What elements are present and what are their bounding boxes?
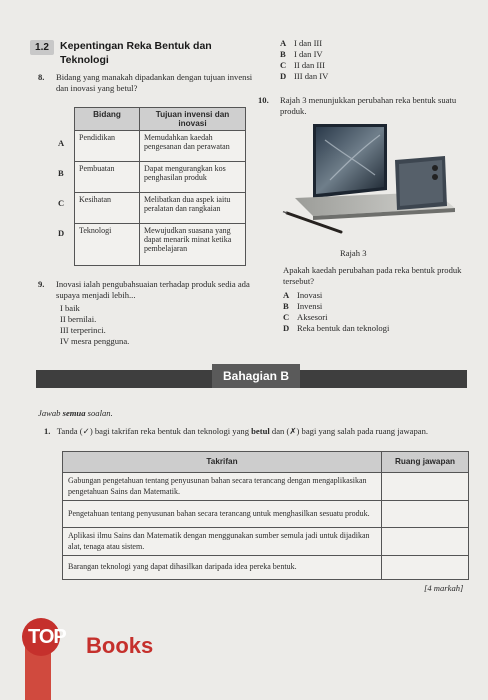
question-number: 1. [44,426,51,436]
q10-question: Apakah kaedah perubahan pada reka bentuk produk tersebut? [283,265,462,286]
list-item: IV mesra pengguna. [60,336,130,346]
field-cell: Pendidikan [75,131,140,162]
section-number: 1.2 [30,40,54,55]
list-item: III terperinci. [60,325,106,335]
table-header: Bidang [75,108,140,131]
list-item: I baik [60,303,80,313]
q8-table [74,107,246,266]
marks-label: [4 markah] [424,583,464,593]
question-number: 8. [38,72,45,82]
definition-cell: Gabungan pengetahuan tentang penyusunan bahan secara terancang dengan mengaplikasikan pengetahuan Sains dan Matematik. [63,473,382,501]
option-letter: A [280,38,287,48]
answer-box[interactable] [382,501,469,528]
option-letter: D [283,323,290,333]
purpose-cell: Mewujudkan suasana yang dapat menarik minat ketika pembelajaran [140,224,246,266]
option-text: I dan III [294,38,323,48]
topbooks-logo [8,618,198,678]
table-header: Tujuan invensi dan inovasi [140,108,246,131]
field-cell: Pembuatan [75,162,140,193]
q10-options [283,290,473,338]
definition-cell: Barangan teknologi yang dapat dihasilkan daripada idea pereka bentuk. [63,556,382,580]
section-title: Kepentingan Reka Bentuk dan Teknologi [60,40,212,66]
answer-box[interactable] [382,528,469,556]
option-text: Reka bentuk dan teknologi [297,323,390,333]
question-text: Inovasi ialah pengubahsuaian terhadap produk sedia ada supaya menjadi lebih... [56,279,250,300]
option-letter: B [58,168,64,178]
option-text: Invensi [297,301,323,311]
option-letter: D [280,71,287,81]
option-text: Inovasi [297,290,323,300]
field-cell: Teknologi [75,224,140,266]
definition-table [62,451,469,580]
option-text: Aksesori [297,312,328,322]
instruction-text: Jawab [38,408,63,418]
purpose-cell: Dapat mengurangkan kos penghasilan produk [140,162,246,193]
question-text: Tanda (✓) bagi takrifan reka bentuk dan teknologi yang [56,426,252,436]
list-item: II bernilai. [60,314,97,324]
option-letter: C [280,60,287,70]
option-letter: C [283,312,290,322]
question-text: Rajah 3 menunjukkan perubahan reka bentuk suatu produk. [280,95,457,116]
purpose-cell: Melibatkan dua aspek iaitu peralatan dan rangkaian [140,193,246,224]
option-letter: B [283,301,289,311]
logo-books-text: Books [86,633,154,658]
question-emphasis: betul [251,426,270,436]
option-letter: C [58,198,65,208]
option-letter: A [283,290,290,300]
purpose-cell: Memudahkan kaedah pengesanan dan perawatan [140,131,246,162]
table-header: Takrifan [63,452,382,473]
option-letter: B [280,49,286,59]
section-b-title: Bahagian B [212,364,300,388]
field-cell: Kesihatan [75,193,140,224]
option-text: II dan III [294,60,326,70]
instruction-text: soalan. [85,408,113,418]
instruction [38,408,113,419]
question-number: 10. [258,95,269,105]
table-header: Ruang jawapan [382,452,469,473]
definition-cell: Pengetahuan tentang penyusunan bahan secara terancang untuk menghasilkan sesuatu produk. [63,501,382,528]
question-text: Bidang yang manakah dipadankan dengan tujuan invensi dan inovasi yang betul? [56,72,253,93]
option-letter: A [58,138,65,148]
definition-cell: Aplikasi ilmu Sains dan Matematik dengan menggunakan sumber semula jadi untuk dijadikan alat, tenaga atau sistem. [63,528,382,556]
question-9 [38,279,253,349]
question-number: 9. [38,279,45,289]
answer-box[interactable] [382,556,469,580]
instruction-emphasis: semua [62,408,86,418]
answer-box[interactable] [382,473,469,501]
q9-options [280,38,400,83]
figure-caption: Rajah 3 [340,248,367,258]
option-letter: D [58,228,65,238]
folding-phone-image [275,120,475,245]
option-text: III dan IV [294,71,329,81]
question-text: dan (✗) bagi yang salah pada ruang jawapan. [269,426,429,436]
question-b1 [44,426,474,437]
logo-top-text: TOP [28,626,66,648]
option-text: I dan IV [294,49,323,59]
